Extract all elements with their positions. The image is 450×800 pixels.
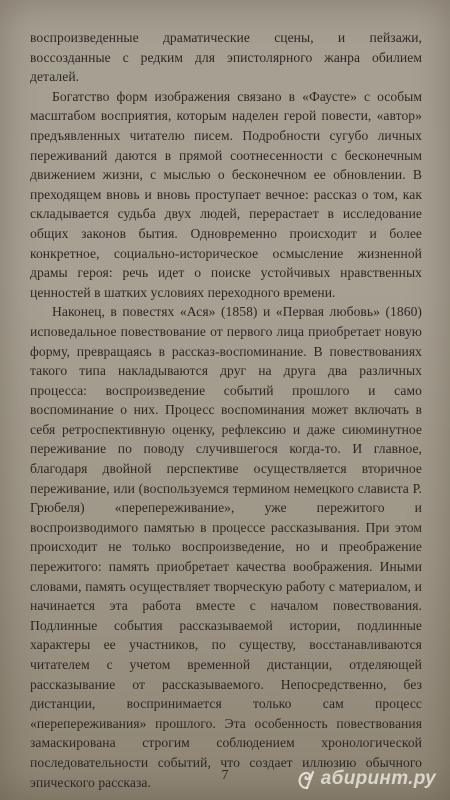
paragraph-1: воспроизведенные драматические сцены, и пейзажи, воссозданные с редким для эпистолярного жанра обилием деталей. [30,30,422,85]
body-text [30,28,422,792]
page-number: 7 [221,768,229,783]
watermark-text: абиринт.ру [320,768,436,789]
watermark [296,768,436,790]
paragraph-3: Наконец, в повестях «Ася» (1858) и «Первая любовь» (1860) исповедальное повествование от первого лица приобретает новую форму, превращаясь в рассказ-воспоминание. В повествованиях такого типа накладываются друг на друга два различных процесса: воспроизведение событий прошлого и само воспоминание о них. Процесс воспоминания может включать в себя ретроспективную оценку, рефлексию и даже сиюминутное переживание по поводу случившегося когда-то. И главное, благодаря двойной перспективе осуществляется вторичное переживание, или (воспользуемся термином немецкого слависта Р. Грюбеля) «перепереживание», уже пережитого и воспроизводимого памятью в процессе рассказывания. При этом происходит не только воспроизведение, но и преображение пережитого: память приобретает качества воображения. Иными словами, память осуществляет творческую работу с материалом, и начинается эта работа вместе с началом повествования. Подлинные события рассказываемой истории, подлинные характеры ее участников, по существу, восстанавливаются читателем с учетом временной дистанции, отделяющей рассказывание от рассказываемого. Непосредственно, без дистанции, воспринимается только сам процесс «перепереживания» прошлого. Эта особенность повествования замаскирована строгим соблюдением хронологической последовательности событий, что создает иллюзию обычного эпического рассказа. [30,304,422,790]
labyrinth-logo-icon [296,768,318,790]
paragraph-2: Богатство форм изображения связано в «Фаусте» с особым масштабом восприятия, которым наделен герой повести, «автор» предъявленных читателю писем. Подробности сугубо личных переживаний даются в прямой соотнесенности с бесконечным движением жизни, с мыслью о бесконечном ее обновлении. В преходящем вновь и вновь проступает вечное: рассказ о том, как складывается судьба двух людей, перерастает в исследование общих законов бытия. Одновременно происходит и более конкретное, социально-историческое осмысление жизненной драмы героя: речь идет о поиске устойчивых нравственных ценностей в шатких условиях переходного времени. [30,88,422,300]
